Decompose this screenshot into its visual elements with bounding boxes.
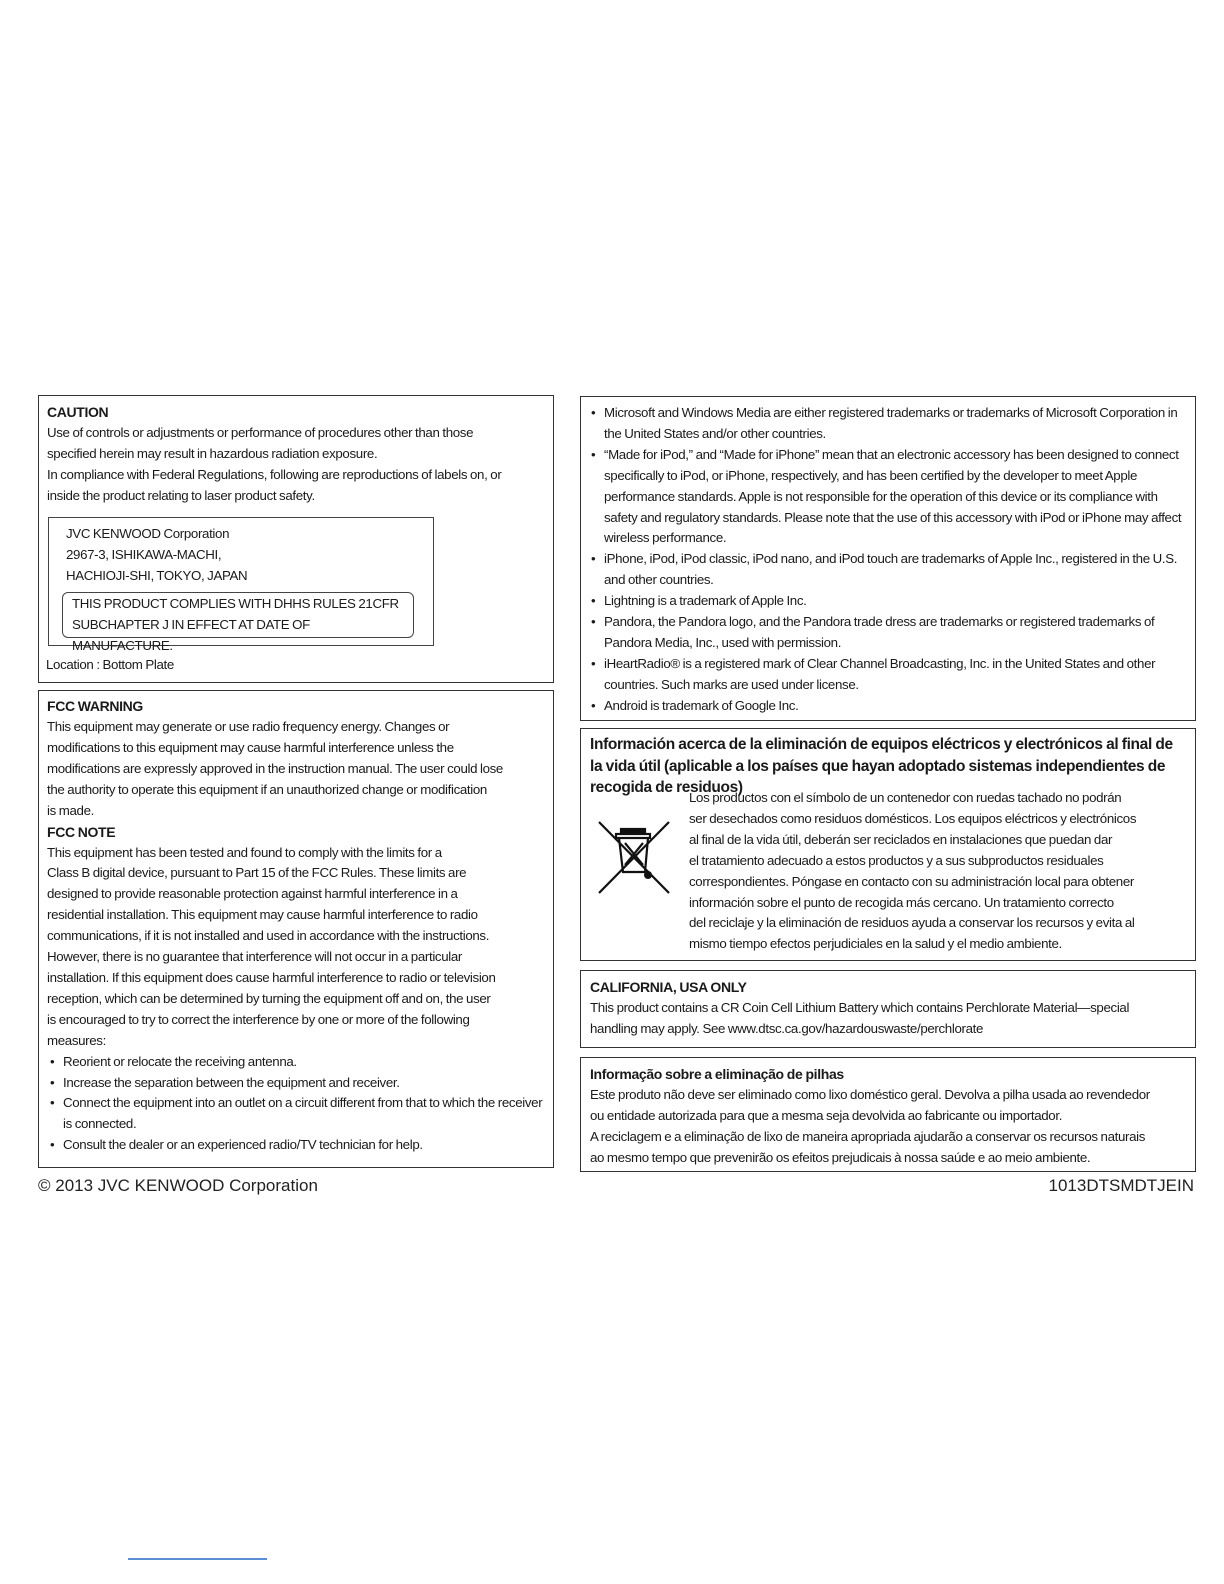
caution-text-line: Use of controls or adjustments or performance of procedures other than those xyxy=(47,425,474,440)
fcc-note-line: measures: xyxy=(47,1032,106,1048)
fcc-warning-line: the authority to operate this equipment if an unauthorized change or modification xyxy=(47,781,487,797)
pilhas-line: Este produto não deve ser eliminado como lixo doméstico geral. Devolva a pilha usada ao revendedor xyxy=(590,1087,1150,1102)
caution-text-line: specified herein may result in hazardous radiation exposure. xyxy=(47,445,378,461)
label-address: HACHIOJI-SHI, TOKYO, JAPAN xyxy=(66,567,248,583)
california-line: handling may apply. See www.dtsc.ca.gov/hazardouswaste/perchlorate xyxy=(590,1020,983,1036)
label-location: Location : Bottom Plate xyxy=(46,657,174,672)
weee-disposal-section xyxy=(580,728,1196,961)
weee-heading: Información acerca de la eliminación de equipos eléctricos y electrónicos al final de la vida útil (aplicable a los países que hayan adoptado sistemas independientes de recogida de residuos) xyxy=(590,736,1173,796)
pilhas-line: ou entidade autorizada para que a mesma seja devolvida ao fabricante ou importador. xyxy=(590,1107,1063,1123)
fcc-note-heading: FCC NOTE xyxy=(47,823,116,840)
label-company: JVC KENWOOD Corporation xyxy=(66,526,230,541)
list-item: • Microsoft and Windows Media are either registered trademarks or trademarks of Microsoft Corporation in the United States and/or other countries. xyxy=(588,403,1188,445)
california-line: This product contains a CR Coin Cell Lithium Battery which contains Perchlorate Material—special xyxy=(590,1000,1130,1015)
fcc-note-line: Class B digital device, pursuant to Part 15 of the FCC Rules. These limits are xyxy=(47,865,467,881)
list-item: • Pandora, the Pandora logo, and the Pandora trade dress are trademarks or registered trademarks of Pandora Media, Inc., used with permission. xyxy=(588,612,1188,654)
list-item: • iHeartRadio® is a registered mark of Clear Channel Broadcasting, Inc. in the United States and other countries. Such marks are used under license. xyxy=(588,654,1188,696)
dhhs-compliance-label xyxy=(62,592,414,653)
weee-body-line: mismo tiempo efectos perjudiciales en la salud y el medio ambiente. xyxy=(689,936,1062,952)
fcc-warning-line: is made. xyxy=(47,802,94,818)
pilhas-line: ao mesmo tempo que prevenirão os efeitos prejudicais à nossa saúde e ao meio ambiente. xyxy=(590,1149,1091,1165)
fcc-note-line: installation. If this equipment does cause harmful interference to radio or television xyxy=(47,969,496,985)
fcc-note-line: communications, if it is not installed and used in accordance with the instructions. xyxy=(47,928,490,944)
caution-text-line: inside the product relating to laser product safety. xyxy=(47,487,315,503)
scan-artifact-line xyxy=(128,1558,267,1560)
crossed-out-wheelie-bin-icon xyxy=(596,817,672,897)
dhhs-line: SUBCHAPTER J IN EFFECT AT DATE OF MANUFACTURE. xyxy=(72,616,310,653)
battery-disposal-section xyxy=(580,1057,1196,1172)
fcc-note-line: is encouraged to try to correct the interference by one or more of the following xyxy=(47,1011,470,1027)
list-item: • Reorient or relocate the receiving antenna. xyxy=(47,1052,545,1073)
weee-body-line: del reciclaje y la eliminación de residuos ayuda a conservar los recursos y evita al xyxy=(689,915,1135,931)
weee-body xyxy=(689,788,1187,955)
caution-text-line: In compliance with Federal Regulations, following are reproductions of labels on, or xyxy=(47,466,502,482)
trademark-list xyxy=(588,403,1188,717)
fcc-note-line: residential installation. This equipment may cause harmful interference to radio xyxy=(47,907,478,923)
copyright-notice: © 2013 JVC KENWOOD Corporation xyxy=(38,1176,318,1195)
list-item: • Increase the separation between the equipment and receiver. xyxy=(47,1073,545,1094)
weee-body-line: al final de la vida útil, deberán ser reciclados en instalaciones que puedan dar xyxy=(689,831,1113,847)
fcc-warning-line: modifications are expressly approved in the instruction manual. The user could lose xyxy=(47,760,503,776)
fcc-note-line: designed to provide reasonable protection against harmful interference in a xyxy=(47,886,458,902)
dhhs-line: THIS PRODUCT COMPLIES WITH DHHS RULES 21CFR xyxy=(72,596,399,611)
fcc-section xyxy=(38,690,554,1168)
list-item: • “Made for iPod,” and “Made for iPhone” mean that an electronic accessory has been designed to connect specifically to iPod, or iPhone, respectively, and has been certified by the developer to meet Apple performance standards. Apple is not responsible for the operation of this device or its compliance with safety and regulatory standards. Please note that the use of this accessory with iPod or iPhone may affect wireless performance. xyxy=(588,445,1188,550)
list-item: • Connect the equipment into an outlet on a circuit different from that to which the receiver is connected. xyxy=(47,1093,545,1135)
pilhas-heading: Informação sobre a eliminação de pilhas xyxy=(590,1066,844,1082)
fcc-measures-list xyxy=(47,1052,545,1157)
fcc-note-line: However, there is no guarantee that interference will not occur in a particular xyxy=(47,949,462,965)
weee-body-line: correspondientes. Póngase en contacto con su administración local para obtener xyxy=(689,873,1134,889)
list-item: • Consult the dealer or an experienced radio/TV technician for help. xyxy=(47,1135,545,1156)
fcc-warning-heading: FCC WARNING xyxy=(47,698,143,714)
list-item: • iPhone, iPod, iPod classic, iPod nano, and iPod touch are trademarks of Apple Inc., registered in the U.S. and other countries. xyxy=(588,549,1188,591)
list-item: • Lightning is a trademark of Apple Inc. xyxy=(588,591,1188,612)
california-section xyxy=(580,970,1196,1048)
weee-body-line: el tratamiento adecuado a estos productos y a sus subproductos residuales xyxy=(689,852,1104,868)
fcc-warning-line: modifications to this equipment may cause harmful interference unless the xyxy=(47,739,454,755)
pilhas-line: A reciclagem e a eliminação de lixo de maneira apropriada ajudarão a conservar os recursos naturais xyxy=(590,1128,1146,1144)
label-address: 2967-3, ISHIKAWA-MACHI, xyxy=(66,546,222,562)
part-number: 1013DTSMDTJEIN xyxy=(1048,1176,1194,1195)
weee-body-line: ser desechados como residuos domésticos. Los equipos eléctricos y electrónicos xyxy=(689,810,1137,826)
weee-body-line: Los productos con el símbolo de un contenedor con ruedas tachado no podrán xyxy=(689,790,1122,805)
fcc-warning-line: This equipment may generate or use radio frequency energy. Changes or xyxy=(47,719,450,734)
trademarks-section xyxy=(580,396,1196,721)
list-item: • Android is trademark of Google Inc. xyxy=(588,696,1188,717)
fcc-note-line: This equipment has been tested and found to comply with the limits for a xyxy=(47,844,442,860)
fcc-note-line: reception, which can be determined by turning the equipment off and on, the user xyxy=(47,990,491,1006)
california-heading: CALIFORNIA, USA ONLY xyxy=(590,979,747,995)
caution-heading: CAUTION xyxy=(47,404,109,420)
weee-body-line: información sobre el punto de recogida más cercano. Un tratamiento correcto xyxy=(689,894,1114,910)
